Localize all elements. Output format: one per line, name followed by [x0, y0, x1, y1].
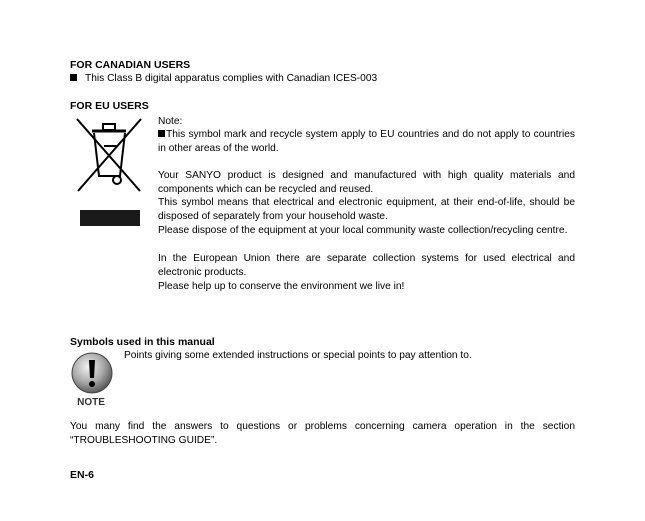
page-number: EN-6 [70, 469, 94, 481]
note-icon-label: NOTE [77, 397, 105, 407]
eu-p1-text: This symbol mark and recycle system apply to EU countries and do not apply to countries in other areas of the world. [158, 129, 575, 154]
eu-paragraph-4: Please dispose of the equipment at your local community waste collection/recycling centre. [158, 225, 568, 236]
eu-paragraph-5: In the European Union there are separate collection systems for used electrical and electronic products. [158, 253, 575, 278]
eu-paragraph-1 [158, 128, 575, 156]
troubleshooting-text: You many find the answers to questions or problems concerning camera operation in the section “TROUBLESHOOTING GUIDE”. [70, 421, 575, 446]
note-icon [70, 351, 116, 407]
eu-heading: FOR EU USERS [70, 100, 149, 112]
solid-black-bar [80, 210, 140, 226]
square-bullet-icon [158, 130, 165, 137]
symbols-heading: Symbols used in this manual [70, 336, 215, 348]
eu-paragraph-2: Your SANYO product is designed and manufactured with high quality materials and components which can be recycled and reused. [158, 170, 575, 195]
canada-bullet [70, 72, 377, 86]
note-description: Points giving some extended instructions or special points to pay attention to. [124, 350, 472, 361]
eu-paragraph-6: Please help up to conserve the environment we live in! [158, 281, 405, 292]
eu-note-label: Note: [158, 116, 183, 127]
crossed-out-wheelie-bin-icon [70, 114, 148, 196]
canada-text: This Class B digital apparatus complies with Canadian ICES-003 [85, 73, 378, 84]
canada-heading: FOR CANADIAN USERS [70, 59, 191, 71]
square-bullet-icon [70, 74, 77, 81]
eu-paragraph-3: This symbol means that electrical and electronic equipment, at their end-of-life, should be disposed of separately from your household waste. [158, 197, 575, 222]
